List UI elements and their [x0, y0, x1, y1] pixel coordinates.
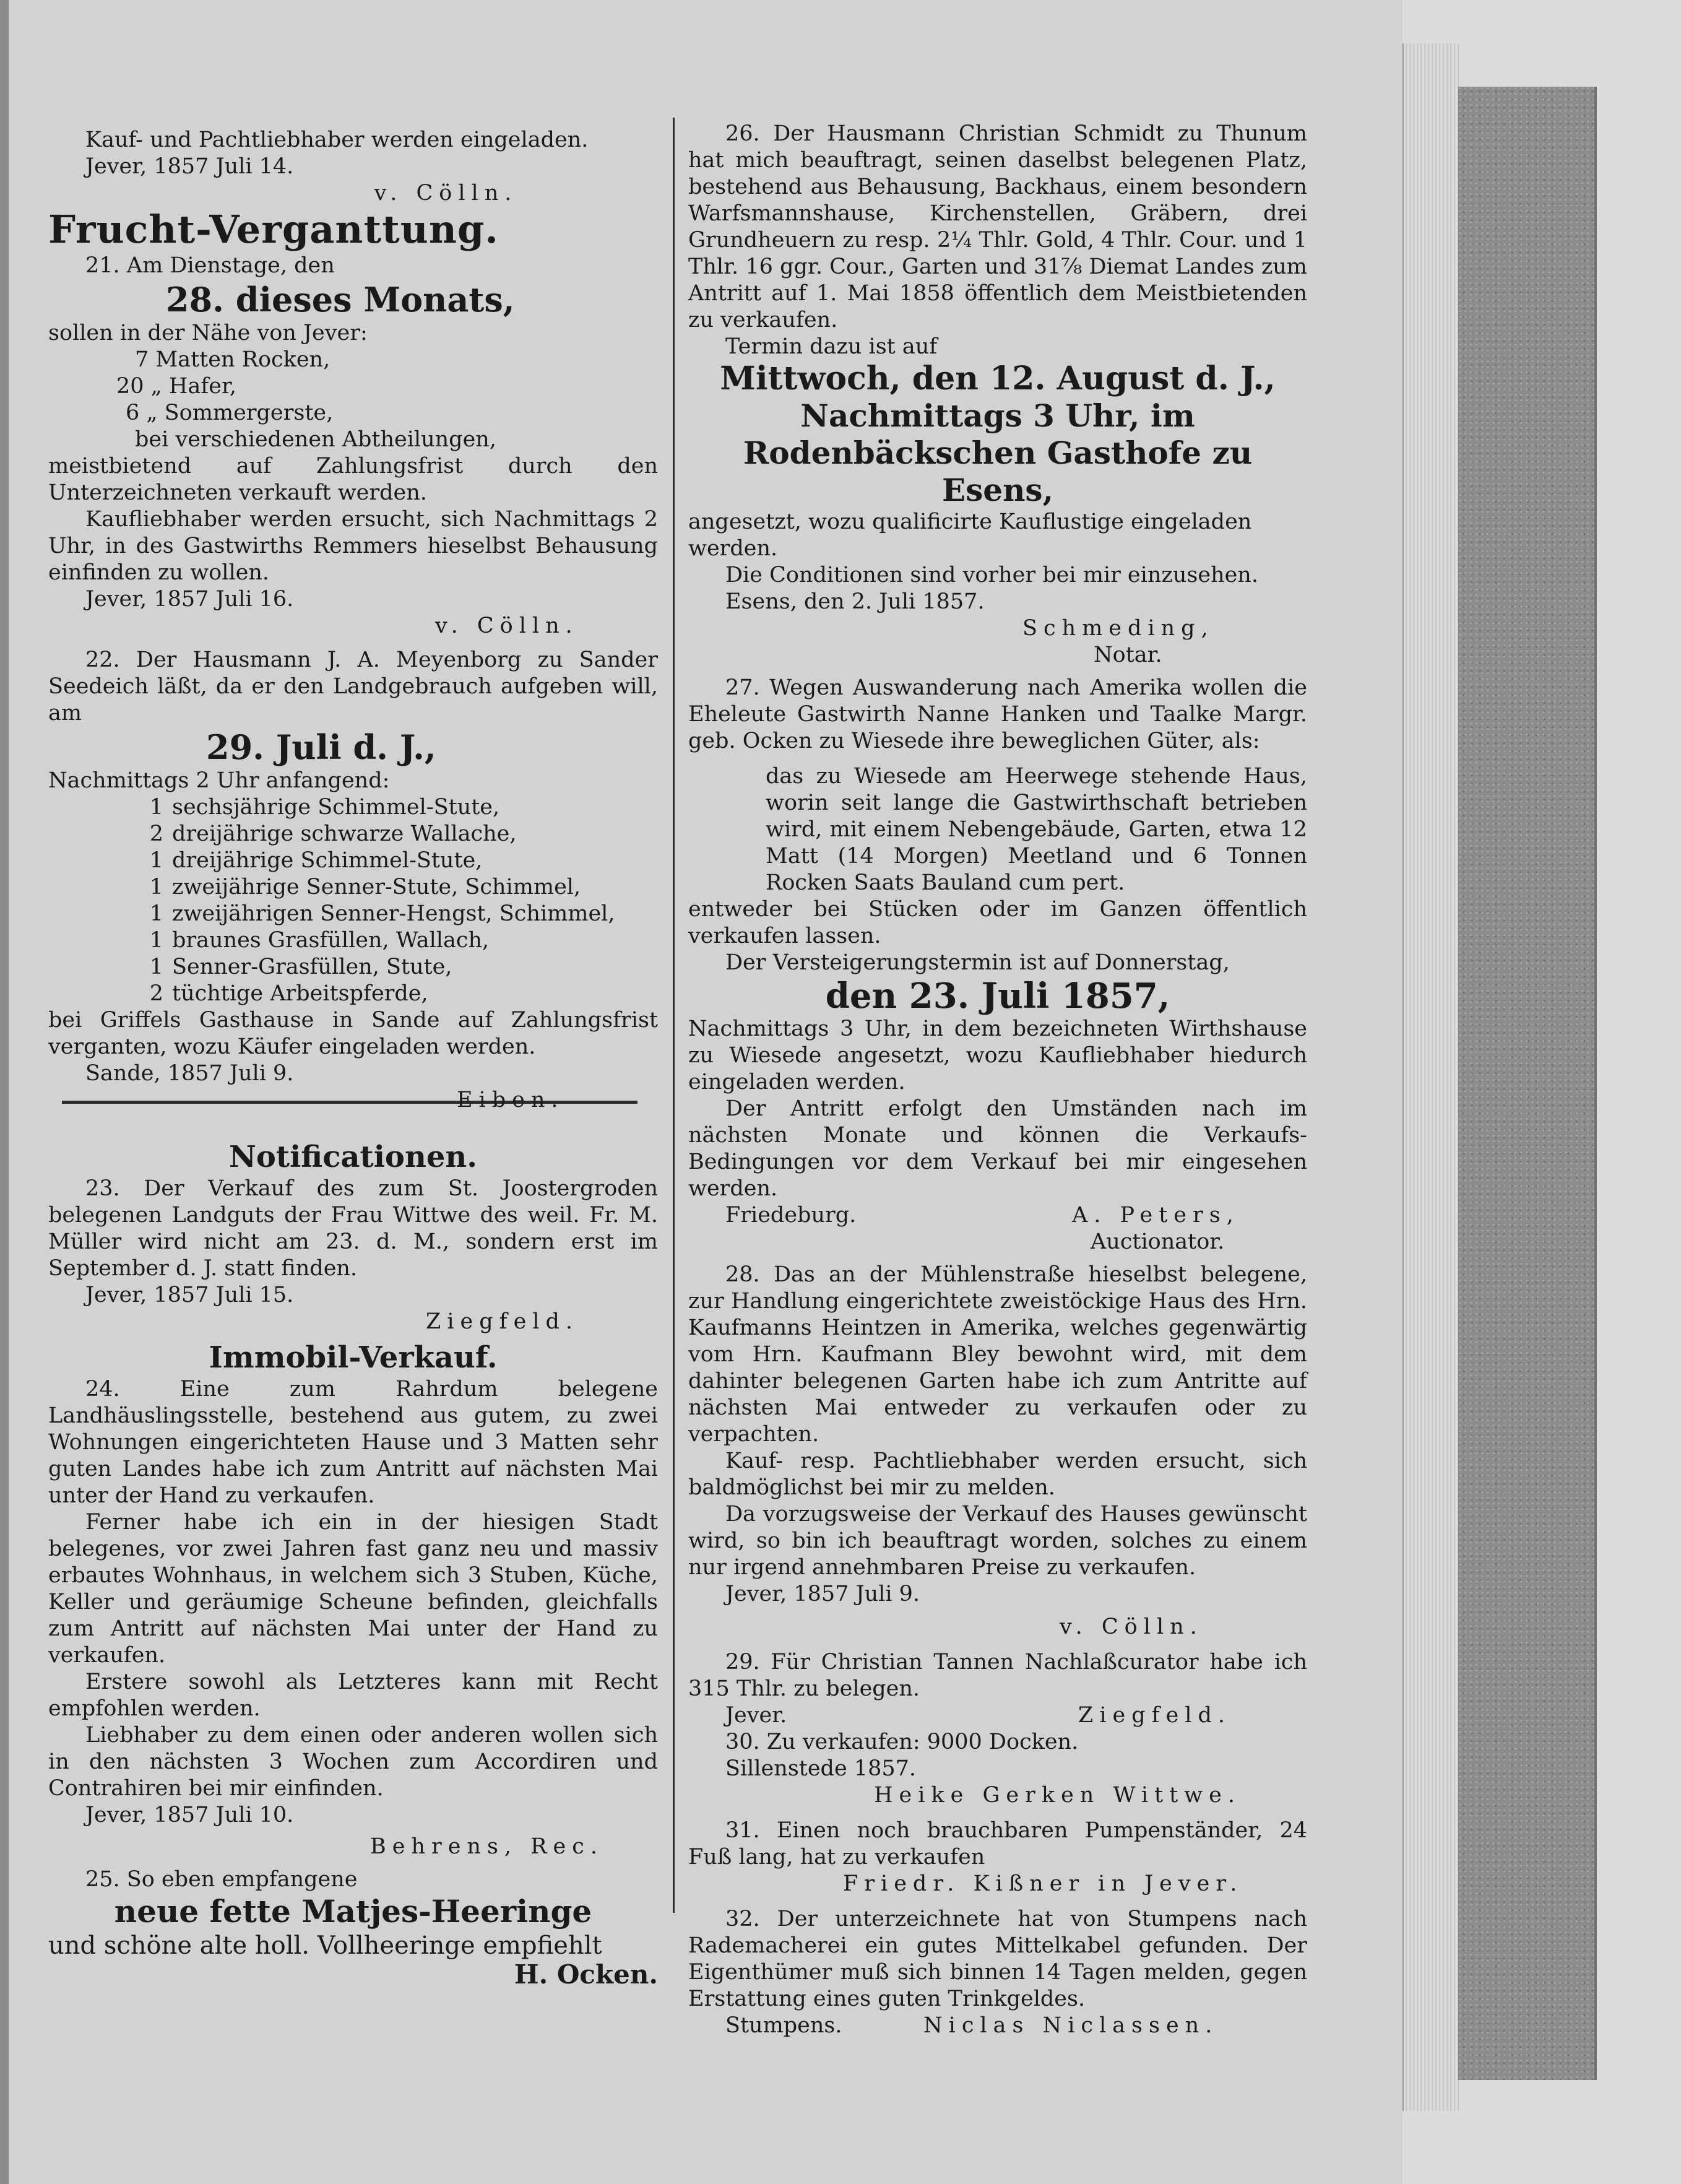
signature-title: Notar.	[1094, 643, 1162, 667]
list-item	[48, 981, 658, 1007]
horse-list	[48, 794, 658, 1007]
date-line: Esens, den 2. Juli 1857.	[725, 589, 985, 614]
section-title: Frucht-Verganttung.	[48, 207, 499, 252]
text-line: Der Versteigerungstermin ist auf Donnerstag,	[725, 950, 1230, 975]
list-item-text: sechsjährige Schimmel-Stute,	[172, 795, 500, 820]
list-item	[48, 901, 658, 927]
date-line: Jever, 1857 Juli 10.	[85, 1803, 294, 1827]
signature: Eiben.	[457, 1088, 564, 1112]
signature: Niclas Niclassen.	[923, 2013, 1219, 2038]
list-item-count: 1	[149, 848, 163, 873]
place: Jever.	[725, 1703, 787, 1728]
date-line: Sande, 1857 Juli 9.	[85, 1061, 294, 1086]
signature: Schmeding,	[1022, 616, 1214, 641]
text-line: angesetzt, wozu qualificirte Kauflustige eingeladen werden.	[688, 509, 1252, 561]
place-signature-line	[688, 1202, 1307, 1229]
list-item-count: 1	[149, 955, 163, 979]
notice-29: 29. Für Christian Tannen Nachlaßcurator habe ich 315 Thlr. zu belegen.	[688, 1650, 1307, 1701]
column-divider	[673, 118, 675, 1913]
list-item-text: braunes Grasfüllen, Wallach,	[172, 928, 490, 953]
notice-22: 22. Der Hausmann J. A. Meyenborg zu Sander Seedeich läßt, da er den Landgebrauch aufgeben will, am	[48, 648, 658, 726]
date-heading: 29. Juli d. J.,	[206, 727, 436, 767]
signature: v. Cölln.	[1060, 1614, 1203, 1639]
place: Stumpens.	[725, 2013, 842, 2038]
signature: A. Peters,	[1072, 1203, 1240, 1228]
paragraph: Da vorzugsweise der Verkauf des Hauses gewünscht wird, so bin ich beauftragt worden, solches zu einem nur irgend annehmbaren Preise zu verkaufen.	[688, 1502, 1307, 1580]
list-item	[48, 874, 658, 901]
date-line: Jever, 1857 Juli 14.	[85, 154, 294, 179]
notice-30: 30. Zu verkaufen: 9000 Docken.	[725, 1730, 1079, 1754]
list-item: 6 „ Sommergerste,	[126, 401, 334, 425]
text-line: bei verschiedenen Abtheilungen,	[135, 427, 496, 452]
paragraph: Kaufliebhaber werden ersucht, sich Nachmittags 2 Uhr, in des Gastwirths Remmers hieselbst Behausung einfinden zu wollen.	[48, 507, 658, 585]
paragraph: Nachmittags 3 Uhr, in dem bezeichneten Wirthshause zu Wiesede angesetzt, wozu Kaufliebhaber hiedurch eingeladen werden.	[688, 1016, 1307, 1094]
notice-21: 21. Am Dienstage, den	[85, 253, 335, 278]
notice-28: 28. Das an der Mühlenstraße hieselbst belegene, zur Handlung eingerichtete zweistöckige Haus des Hrn. Kaufmanns Heintzen in Amerika, welches gegenwärtig vom Hrn. Kaufmann Bley bewohnt wird, mit dem dahinter belegenen Garten habe ich zum Antritte auf nächsten Mai entweder zu verkaufen oder zu verpachten.	[688, 1262, 1307, 1447]
paragraph: entweder bei Stücken oder im Ganzen öffentlich verkaufen lassen.	[688, 897, 1307, 948]
place-signature-line	[688, 1702, 1307, 1729]
signature: H. Ocken.	[514, 1959, 658, 1990]
date-heading: 28. dieses Monats,	[166, 280, 515, 319]
notice-23: 23. Der Verkauf des zum St. Joostergroden belegenen Landguts der Frau Wittwe des weil. Fr. M. Müller wird nicht am 23. d. M., sondern erst im September d. J. statt finden.	[48, 1176, 658, 1281]
list-item-count: 2	[149, 821, 163, 846]
paragraph: Ferner habe ich ein in der hiesigen Stadt belegenes, vor zwei Jahren fast ganz neu und massiv erbautes Wohnhaus, in welchem sich 3 Stuben, Küche, Keller und geräumige Scheune befinden, gleichfalls zum Antritt auf nächsten Mai unter der Hand zu verkaufen.	[48, 1510, 658, 1668]
list-item-count: 1	[149, 901, 163, 926]
list-item-text: zweijährigen Senner-Hengst, Schimmel,	[172, 901, 615, 926]
signature: Heike Gerken Wittwe.	[874, 1783, 1241, 1808]
date-heading: Nachmittags 3 Uhr, im Rodenbäckschen Gasthofe zu Esens,	[743, 397, 1253, 508]
notice-25: 25. So eben empfangene	[85, 1867, 358, 1892]
date-line: Jever, 1857 Juli 16.	[85, 587, 294, 612]
text-line: und schöne alte holl. Vollheeringe empfiehlt	[48, 1931, 602, 1960]
list-item	[48, 821, 658, 847]
list-item	[48, 954, 658, 981]
binding-shadow	[0, 0, 9, 2184]
list-item-count: 2	[149, 981, 163, 1006]
section-title: Immobil-Verkauf.	[209, 1340, 498, 1375]
paragraph: bei Griffels Gasthause in Sande auf Zahlungsfrist verganten, wozu Käufer eingeladen werden.	[48, 1008, 658, 1059]
notice-27: 27. Wegen Auswanderung nach Amerika wollen die Eheleute Gastwirth Nanne Hanken und Taalke Margr. geb. Ocken zu Wiesede ihre beweglichen Güter, als:	[688, 675, 1307, 753]
text-line: Kauf- und Pachtliebhaber werden eingeladen.	[85, 128, 589, 152]
paragraph: Kauf- resp. Pachtliebhaber werden ersucht, sich baldmöglichst bei mir zu melden.	[688, 1449, 1307, 1500]
list-item-count: 1	[149, 875, 163, 899]
list-item-text: dreijährige Schimmel-Stute,	[172, 848, 483, 873]
list-item-text: dreijährige schwarze Wallache,	[172, 821, 517, 846]
text-line: sollen in der Nähe von Jever:	[48, 321, 368, 345]
ad-headline: neue fette Matjes-Heeringe	[114, 1893, 592, 1930]
section-title: Notificationen.	[229, 1140, 477, 1174]
paragraph: meistbietend auf Zahlungsfrist durch den Unterzeichneten verkauft werden.	[48, 454, 658, 505]
notice-32: 32. Der unterzeichnete hat von Stumpens nach Rademacherei ein gutes Mittelkabel gefunden. Der Eigenthümer muß sich binnen 14 Tagen melden, gegen Erstattung eines guten Trinkgeldes.	[688, 1907, 1307, 2011]
signature: v. Cölln.	[435, 613, 579, 638]
paragraph: das zu Wiesede am Heerwege stehende Haus, worin seit lange die Gastwirthschaft betrieben wird, mit einem Nebengebäude, Garten, etwa 12 Matt (14 Morgen) Meetland und 6 Tonnen Rocken Saats Bauland cum pert.	[766, 764, 1307, 895]
notice-31: 31. Einen noch brauchbaren Pumpenständer, 24 Fuß lang, hat zu verkaufen	[688, 1818, 1307, 1870]
page-edges	[1402, 43, 1459, 2111]
list-item-text: Senner-Grasfüllen, Stute,	[172, 955, 452, 979]
signature: Ziegfeld.	[1078, 1703, 1232, 1728]
list-item-text: tüchtige Arbeitspferde,	[172, 981, 428, 1006]
list-item	[48, 927, 658, 954]
list-item	[48, 847, 658, 874]
signature: Ziegfeld.	[426, 1309, 579, 1334]
list-item-text: zweijährige Senner-Stute, Schimmel,	[172, 875, 581, 899]
text-line: Termin dazu ist auf	[725, 334, 938, 359]
date-heading: den 23. Juli 1857,	[825, 976, 1170, 1016]
paragraph: Liebhaber zu dem einen oder anderen wollen sich in den nächsten 3 Wochen zum Accordiren und Contrahiren bei mir einfinden.	[48, 1723, 658, 1801]
left-column	[48, 127, 658, 1988]
date-heading: Mittwoch, den 12. August d. J.,	[720, 360, 1276, 397]
place-line: Sillenstede 1857.	[725, 1756, 916, 1781]
signature: Behrens, Rec.	[370, 1834, 603, 1859]
list-item: 20 „ Hafer,	[116, 374, 236, 399]
book-cover	[1458, 87, 1597, 2080]
right-column	[688, 121, 1307, 2039]
place: Friedeburg.	[725, 1203, 857, 1228]
paragraph: Erstere sowohl als Letzteres kann mit Recht empfohlen werden.	[48, 1670, 658, 1721]
notice-24: 24. Eine zum Rahrdum belegene Landhäuslingsstelle, bestehend aus gutem, zu zwei Wohnungen eingerichteten Hause und 3 Matten sehr guten Landes habe ich zum Antritt auf nächsten Mai unter der Hand zu verkaufen.	[48, 1377, 658, 1508]
date-line: Jever, 1857 Juli 15.	[85, 1283, 294, 1307]
list-item-count: 1	[149, 928, 163, 953]
notice-26: 26. Der Hausmann Christian Schmidt zu Thunum hat mich beauftragt, seinen daselbst belegenen Platz, bestehend aus Behausung, Backhaus, einem besondern Warfsmannshause, Kirchenstellen, Gräbern, drei Grundheuern zu resp. 2¼ Thlr. Gold, 4 Thlr. Cour. und 1 Thlr. 16 ggr. Cour., Garten und 31⅞ Diemat Landes zum Antritt auf 1. Mai 1858 öffentlich dem Meistbietenden zu verkaufen.	[688, 121, 1307, 332]
list-item: 7 Matten Rocken,	[135, 347, 331, 372]
list-item-count: 1	[149, 795, 163, 820]
signature: Friedr. Kißner in Jever.	[843, 1871, 1243, 1896]
place-signature-line	[688, 2013, 1307, 2039]
signature: v. Cölln.	[374, 181, 518, 206]
list-item	[48, 794, 658, 821]
date-line: Jever, 1857 Juli 9.	[725, 1582, 920, 1606]
text-line: Die Conditionen sind vorher bei mir einzusehen.	[725, 563, 1258, 587]
paragraph: Der Antritt erfolgt den Umständen nach im nächsten Monate und können die Verkaufs-Bedingungen vor dem Verkauf bei mir eingesehen werden.	[688, 1096, 1307, 1201]
text-line: Nachmittags 2 Uhr anfangend:	[48, 768, 390, 793]
signature-title: Auctionator.	[1091, 1229, 1225, 1254]
